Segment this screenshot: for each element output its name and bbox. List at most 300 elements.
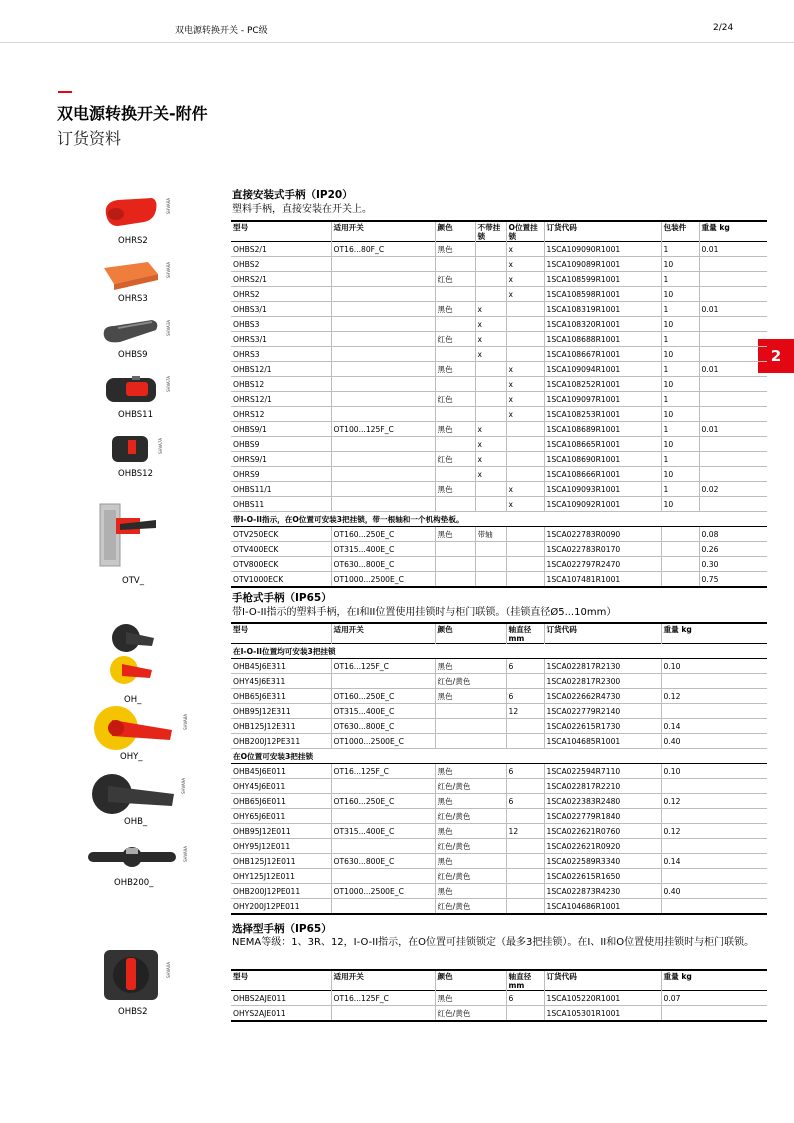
handle-ohrs3-image [100, 258, 162, 292]
table-cell [331, 257, 435, 272]
table-cell [331, 809, 435, 824]
col-header: 重量 kg [661, 623, 767, 644]
table-cell: OT630...800E_C [331, 557, 435, 572]
table-cell [506, 899, 544, 915]
handle-ohb-image [86, 772, 178, 816]
table-cell [475, 497, 506, 512]
table-cell: x [475, 452, 506, 467]
table-cell: OHY200J12PE011 [231, 899, 331, 915]
table-cell [506, 884, 544, 899]
table-row [231, 557, 767, 572]
header-page-number: 2/24 [713, 23, 734, 33]
table-cell: 6 [506, 991, 544, 1006]
table-cell: OTV800ECK [231, 557, 331, 572]
table-row [231, 839, 767, 854]
table-cell: 黑色 [435, 422, 475, 437]
table-cell: 1SCA105301R1001 [544, 1006, 661, 1022]
pistol-handle-table [231, 622, 767, 915]
table-cell: 红色 [435, 272, 475, 287]
table-cell: 1SCA108689R1001 [544, 422, 661, 437]
table-row [231, 377, 767, 392]
table-row [231, 422, 767, 437]
col-header: 订货代码 [544, 623, 661, 644]
table-row [231, 287, 767, 302]
table-cell [661, 704, 767, 719]
product-label-ohb200: OHB200_ [114, 878, 154, 888]
table-cell: 黑色 [435, 527, 475, 542]
table-cell [475, 542, 506, 557]
table-cell [506, 467, 544, 482]
table-cell: 10 [661, 407, 699, 422]
table-cell: 黑色 [435, 824, 506, 839]
table-cell: OT315...400E_C [331, 824, 435, 839]
section3-desc: NEMA等级：1、3R、12，I-O-II指示，在O位置可挂锁锁定（最多3把挂锁）。在I、II和O位置使用挂锁时与柜门联锁。 [232, 937, 755, 948]
col-header: 型号 [233, 223, 249, 232]
table-cell: 1SCA107481R1001 [544, 572, 661, 588]
table-cell: OT160...250E_C [331, 794, 435, 809]
table-row [231, 689, 767, 704]
table-row [231, 242, 767, 257]
table-cell [435, 497, 475, 512]
table-cell [699, 347, 767, 362]
table-cell [331, 482, 435, 497]
table-cell [475, 482, 506, 497]
table-cell: 1 [661, 482, 699, 497]
table-cell [331, 317, 435, 332]
table-cell: 红色/黄色 [435, 899, 506, 915]
table-cell [661, 899, 767, 915]
table-row [231, 497, 767, 512]
table-cell: 0.07 [661, 991, 767, 1006]
table-row [231, 854, 767, 869]
table-row [231, 809, 767, 824]
table-cell: 0.12 [661, 689, 767, 704]
product-label-ohrs2: OHRS2 [118, 236, 148, 246]
table-cell: 1SCA109093R1001 [544, 482, 661, 497]
table-subheading: 在I-O-II位置均可安装3把挂锁 [231, 644, 767, 659]
table-cell [699, 452, 767, 467]
table-row [231, 302, 767, 317]
table-cell [506, 332, 544, 347]
col-header: 型号 [233, 972, 249, 981]
table-cell: 1SCA108688R1001 [544, 332, 661, 347]
table-row [231, 734, 767, 749]
table-row [231, 824, 767, 839]
table-cell: 1SCA108253R1001 [544, 407, 661, 422]
col-header: O位置挂锁 [506, 221, 544, 242]
table-row [231, 779, 767, 794]
table-cell [331, 674, 435, 689]
table-cell [661, 542, 699, 557]
table-cell [435, 287, 475, 302]
table-cell [331, 869, 435, 884]
table-cell [331, 437, 435, 452]
table-cell: 1SCA108252R1001 [544, 377, 661, 392]
table-row [231, 764, 767, 779]
table-cell [661, 779, 767, 794]
col-header: 颜色 [435, 623, 506, 644]
table-cell: 1 [661, 332, 699, 347]
table-cell: OHB200J12PE011 [231, 884, 331, 899]
table-cell: x [506, 497, 544, 512]
product-label-ohbs9: OHBS9 [118, 350, 148, 360]
table-cell [506, 557, 544, 572]
table-cell [331, 302, 435, 317]
table-cell: OHY95J12E011 [231, 839, 331, 854]
table-cell: 1SCA108665R1001 [544, 437, 661, 452]
table-row [231, 572, 767, 588]
table-cell [435, 407, 475, 422]
table-cell [435, 572, 475, 588]
table-cell: 1SCA104686R1001 [544, 899, 661, 915]
table-cell [506, 734, 544, 749]
table-cell: 1SCA022783R0170 [544, 542, 661, 557]
section1-desc: 塑料手柄，直接安装在开关上。 [232, 204, 372, 215]
table-cell: OT630...800E_C [331, 719, 435, 734]
page-subtitle: 订货资料 [57, 129, 122, 148]
table-cell [475, 407, 506, 422]
table-cell: OHBS2AJE011 [231, 991, 331, 1006]
table-cell: OHBS9/1 [231, 422, 331, 437]
table-cell: 1 [661, 302, 699, 317]
table-cell: OT315...400E_C [331, 704, 435, 719]
table-cell: 0.26 [699, 542, 767, 557]
table-cell [475, 572, 506, 588]
table-row [231, 659, 767, 674]
table-row [231, 991, 767, 1006]
table-cell [475, 242, 506, 257]
table-cell: OHRS9 [231, 467, 331, 482]
header-doc-title: 双电源转换开关 - PC级 [175, 26, 268, 36]
handle-ohbs11-image [102, 372, 160, 406]
table-cell: 红色/黄色 [435, 674, 506, 689]
table-cell: OHYS2AJE011 [231, 1006, 331, 1022]
table-row [231, 899, 767, 915]
table-cell: 红色/黄色 [435, 1006, 506, 1022]
table-row [231, 332, 767, 347]
table-cell [435, 557, 475, 572]
table-cell [506, 422, 544, 437]
table-cell [435, 704, 506, 719]
table-cell [331, 347, 435, 362]
table-cell: 1 [661, 362, 699, 377]
table-row [231, 452, 767, 467]
table-row [231, 482, 767, 497]
col-header: 不带挂锁 [475, 221, 506, 242]
table-cell: OHRS3 [231, 347, 331, 362]
table-cell: 0.14 [661, 719, 767, 734]
handle-ohb200-image [84, 842, 180, 872]
table-cell: 1SCA022797R2470 [544, 557, 661, 572]
table-cell: 10 [661, 497, 699, 512]
table-row [231, 257, 767, 272]
handle-ohbs12-image [108, 432, 154, 466]
table-cell: OT16...125F_C [331, 991, 435, 1006]
table-cell: OT16...125F_C [331, 659, 435, 674]
table-cell [699, 407, 767, 422]
table-cell: 1SCA022615R1650 [544, 869, 661, 884]
table-row [231, 869, 767, 884]
table-cell: 黑色 [435, 794, 506, 809]
table-cell: OHBS3 [231, 317, 331, 332]
handle-oh-image [104, 618, 164, 688]
table-cell: 1SCA022779R2140 [544, 704, 661, 719]
table-cell: 黑色 [435, 242, 475, 257]
table-row [231, 794, 767, 809]
table-cell [435, 317, 475, 332]
table-cell: OHY45J6E011 [231, 779, 331, 794]
table-cell: OHRS12/1 [231, 392, 331, 407]
table-cell [699, 272, 767, 287]
table-cell: 0.10 [661, 764, 767, 779]
table-cell: x [506, 287, 544, 302]
table-header-row [231, 970, 767, 991]
col-header: 订货代码 [544, 221, 661, 242]
table-cell: 1 [661, 422, 699, 437]
table-cell [506, 674, 544, 689]
table-cell: 1SCA022594R7110 [544, 764, 661, 779]
product-label-ohbs11: OHBS11 [118, 410, 153, 420]
table-cell: 0.02 [699, 482, 767, 497]
table-cell [435, 257, 475, 272]
table-cell: 黑色 [435, 854, 506, 869]
table-cell: OHB65J6E011 [231, 794, 331, 809]
table-cell [506, 809, 544, 824]
table-cell: x [506, 272, 544, 287]
product-label-ohrs3: OHRS3 [118, 294, 148, 304]
table-row [231, 437, 767, 452]
table-cell [475, 272, 506, 287]
table-cell [475, 257, 506, 272]
table-cell [506, 839, 544, 854]
section2-title: 手枪式手柄（IP65） [232, 592, 332, 604]
table-cell: OHRS2 [231, 287, 331, 302]
table-cell: 0.12 [661, 824, 767, 839]
table-cell [435, 467, 475, 482]
product-code-ohb200: SHVA9A [183, 846, 188, 863]
col-header: 型号 [233, 625, 249, 634]
handle-ohbs2-image [100, 946, 162, 1004]
table-cell [506, 572, 544, 588]
table-row [231, 719, 767, 734]
col-header: 订货代码 [544, 970, 661, 991]
table-cell: x [506, 362, 544, 377]
product-label-ohy: OHY_ [120, 752, 143, 762]
table-cell: OHY45J6E311 [231, 674, 331, 689]
table-cell [475, 557, 506, 572]
table-cell: 红色/黄色 [435, 809, 506, 824]
product-code-ohbs9: SHVA3A [166, 320, 171, 337]
table-cell: 0.10 [661, 659, 767, 674]
table-cell: 0.14 [661, 854, 767, 869]
table-subheading: 在O位置可安装3把挂锁 [231, 749, 767, 764]
table-cell: 0.12 [661, 794, 767, 809]
product-label-otv: OTV_ [122, 576, 144, 586]
table-cell: OHB95J12E011 [231, 824, 331, 839]
table-cell: 10 [661, 467, 699, 482]
title-accent-bar [58, 91, 72, 93]
chapter-tab[interactable]: 2 [758, 339, 794, 373]
table-row [231, 392, 767, 407]
table-cell [475, 362, 506, 377]
table-subheading: 带I-O-II指示，在O位置可安装3把挂锁，带一根轴和一个机构垫板。 [231, 512, 767, 527]
table-cell [331, 392, 435, 407]
table-cell: 1SCA022621R0920 [544, 839, 661, 854]
table-row [231, 527, 767, 542]
table-cell: 红色/黄色 [435, 839, 506, 854]
product-code-ohbs2: SHVA0A [166, 962, 171, 979]
table-cell: 0.08 [699, 527, 767, 542]
table-cell: OTV1000ECK [231, 572, 331, 588]
table-cell: OHB45J6E311 [231, 659, 331, 674]
table-row [231, 542, 767, 557]
table-cell: OHBS11/1 [231, 482, 331, 497]
table-cell: 6 [506, 794, 544, 809]
table-cell: 1 [661, 242, 699, 257]
table-cell: 1SCA109089R1001 [544, 257, 661, 272]
table-cell: 黑色 [435, 482, 475, 497]
table-cell [506, 437, 544, 452]
table-cell: 黑色 [435, 362, 475, 377]
col-header: 适用开关 [331, 970, 435, 991]
table-cell [699, 332, 767, 347]
table-cell: OHBS11 [231, 497, 331, 512]
header-divider [0, 42, 794, 43]
table-cell [661, 557, 699, 572]
table-cell [506, 869, 544, 884]
table-cell: 0.30 [699, 557, 767, 572]
table-cell [699, 257, 767, 272]
table-cell [331, 497, 435, 512]
col-header: 适用开关 [331, 221, 435, 242]
table-cell: 1SCA108666R1001 [544, 467, 661, 482]
table-cell: 1 [661, 392, 699, 407]
table-cell: 1SCA108667R1001 [544, 347, 661, 362]
table-cell: 黑色 [435, 764, 506, 779]
table-cell: 1SCA109097R1001 [544, 392, 661, 407]
table-cell [435, 437, 475, 452]
table-cell [475, 377, 506, 392]
table-cell: 10 [661, 257, 699, 272]
table-cell: x [506, 407, 544, 422]
table-cell: 红色 [435, 392, 475, 407]
table-cell: 0.01 [699, 362, 767, 377]
table-cell: 黑色 [435, 884, 506, 899]
table-cell: OHB200J12PE311 [231, 734, 331, 749]
table-cell [475, 392, 506, 407]
table-cell [435, 347, 475, 362]
table-cell [331, 287, 435, 302]
table-cell: 带轴 [475, 527, 506, 542]
table-cell: OHY125J12E011 [231, 869, 331, 884]
table-cell: 1SCA108690R1001 [544, 452, 661, 467]
product-code-ohbs12: SHVA7A [158, 438, 163, 455]
table-cell [506, 317, 544, 332]
table-cell: 黑色 [435, 689, 506, 704]
table-cell: 1SCA108599R1001 [544, 272, 661, 287]
table-cell: OHBS2/1 [231, 242, 331, 257]
table-cell: 红色 [435, 332, 475, 347]
table-cell [699, 437, 767, 452]
col-header: 重量 kg [699, 221, 767, 242]
table-cell: x [475, 422, 506, 437]
table-cell: 6 [506, 689, 544, 704]
table-cell: 1SCA022817R2300 [544, 674, 661, 689]
table-cell: OHB125J12E311 [231, 719, 331, 734]
table-cell [331, 407, 435, 422]
product-label-ohbs2: OHBS2 [118, 1007, 148, 1017]
table-cell [331, 779, 435, 794]
table-cell [506, 302, 544, 317]
table-cell [506, 347, 544, 362]
table-cell: OHRS3/1 [231, 332, 331, 347]
table-cell [661, 809, 767, 824]
table-cell [661, 869, 767, 884]
handle-otv-image [94, 500, 160, 572]
handle-ohy-image [86, 704, 176, 752]
table-cell: 12 [506, 704, 544, 719]
table-cell: OT1000...2500E_C [331, 734, 435, 749]
table-cell: 12 [506, 824, 544, 839]
table-cell: OHB95J12E311 [231, 704, 331, 719]
table-cell: OTV250ECK [231, 527, 331, 542]
table-cell: 黑色 [435, 659, 506, 674]
table-cell: 红色/黄色 [435, 869, 506, 884]
table-cell: 黑色 [435, 991, 506, 1006]
table-cell: 1SCA022621R0760 [544, 824, 661, 839]
table-header-row [231, 221, 767, 242]
table-cell [506, 452, 544, 467]
table-cell: x [506, 377, 544, 392]
section1-title: 直接安装式手柄（IP20） [232, 189, 353, 201]
table-cell: 1SCA109090R1001 [544, 242, 661, 257]
table-row [231, 347, 767, 362]
table-cell: 0.75 [699, 572, 767, 588]
table-cell: OT1000...2500E_C [331, 884, 435, 899]
table-cell: 1SCA022662R4730 [544, 689, 661, 704]
product-label-ohb: OHB_ [124, 817, 148, 827]
table-cell: 1SCA109092R1001 [544, 497, 661, 512]
table-cell: x [506, 482, 544, 497]
table-cell [661, 839, 767, 854]
table-cell: OHB65J6E311 [231, 689, 331, 704]
table-subheading-row [231, 644, 767, 659]
table-cell: 6 [506, 659, 544, 674]
table-cell: 1SCA104685R1001 [544, 734, 661, 749]
table-cell [331, 332, 435, 347]
table-cell: 黑色 [435, 302, 475, 317]
table-cell [331, 1006, 435, 1022]
table-subheading-row [231, 512, 767, 527]
table-cell: 10 [661, 347, 699, 362]
table-cell: 1 [661, 452, 699, 467]
table-cell: 1SCA108319R1001 [544, 302, 661, 317]
table-cell: 红色/黄色 [435, 779, 506, 794]
col-header: 适用开关 [331, 623, 435, 644]
table-cell: 1SCA022817R2210 [544, 779, 661, 794]
table-header-row [231, 623, 767, 644]
table-row [231, 1006, 767, 1022]
table-row [231, 407, 767, 422]
product-code-ohb: SHVA9A [181, 778, 186, 795]
table-cell [331, 899, 435, 915]
table-cell: 1SCA108320R1001 [544, 317, 661, 332]
table-row [231, 467, 767, 482]
table-cell [435, 734, 506, 749]
table-cell: 10 [661, 317, 699, 332]
table-cell: 0.01 [699, 242, 767, 257]
table-cell: OHRS2/1 [231, 272, 331, 287]
